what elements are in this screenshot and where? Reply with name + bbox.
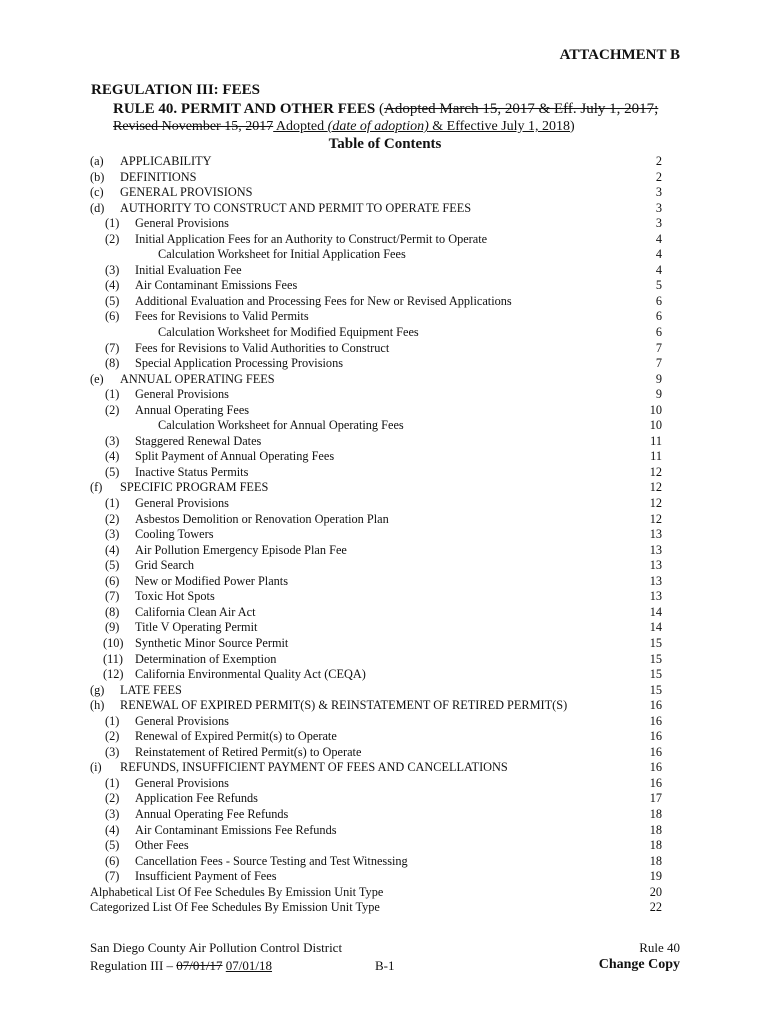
toc-entry-mark: (2) <box>105 791 120 806</box>
toc-entry-page: 7 <box>655 340 662 355</box>
toc-entry-page: 18 <box>649 853 662 868</box>
toc-entry-page: 18 <box>649 822 662 837</box>
toc-entry <box>90 341 662 357</box>
toc-entry-mark: (1) <box>105 496 120 511</box>
rule-close-paren: ) <box>570 119 575 134</box>
toc-entry <box>90 760 662 776</box>
toc-entry-mark: (i) <box>90 760 102 775</box>
toc-entry-page: 11 <box>650 449 662 464</box>
toc-entry <box>90 574 662 590</box>
toc-entry-page: 9 <box>655 387 662 402</box>
toc-entry-mark: (c) <box>90 185 104 200</box>
toc-entry-title: Determination of Exemption <box>135 651 277 666</box>
toc-entry-title: Cooling Towers <box>135 527 214 542</box>
rule-heading-line2 <box>113 119 575 135</box>
toc-entry-mark: (3) <box>105 806 120 821</box>
footer-change-copy: Change Copy <box>598 957 680 972</box>
toc-entry-page: 13 <box>649 542 662 557</box>
toc-entry-mark: (3) <box>105 433 120 448</box>
toc-entry-mark: (11) <box>103 651 124 666</box>
toc-entry-title: Initial Evaluation Fee <box>135 262 242 277</box>
toc-entry-mark: (1) <box>105 713 120 728</box>
toc-entry-mark: (h) <box>90 698 105 713</box>
toc-entry-page: 22 <box>649 900 662 915</box>
toc-title: Table of Contents <box>328 136 442 152</box>
toc-entry-mark: (1) <box>105 775 120 790</box>
toc-entry-title: Reinstatement of Retired Permit(s) to Operate <box>135 744 362 759</box>
toc-entry <box>90 480 662 496</box>
toc-entry-page: 15 <box>649 635 662 650</box>
toc-entry-mark: (5) <box>105 838 120 853</box>
toc-entry <box>90 698 662 714</box>
toc-entry-page: 16 <box>649 744 662 759</box>
toc-entry-title: Cancellation Fees - Source Testing and Test Witnessing <box>135 853 408 868</box>
toc-entry-mark: (4) <box>105 449 120 464</box>
toc-entry-page: 12 <box>649 496 662 511</box>
toc-entry-page: 7 <box>655 356 662 371</box>
toc-entry-mark: (2) <box>105 729 120 744</box>
toc-entry-page: 9 <box>655 371 662 386</box>
toc-entry <box>90 325 662 341</box>
toc-entry-page: 16 <box>649 729 662 744</box>
toc-entry-title: General Provisions <box>135 713 229 728</box>
toc-entry <box>90 807 662 823</box>
toc-entry <box>90 170 662 186</box>
table-of-contents <box>90 154 662 916</box>
rule-heading <box>113 101 658 118</box>
toc-entry-page: 19 <box>649 869 662 884</box>
toc-entry-page: 15 <box>649 651 662 666</box>
toc-entry-mark: (6) <box>105 573 120 588</box>
toc-entry-title: Annual Operating Fees <box>135 402 250 417</box>
toc-entry <box>90 185 662 201</box>
toc-entry-title: Application Fee Refunds <box>135 791 258 806</box>
toc-entry-title: REFUNDS, INSUFFICIENT PAYMENT OF FEES AND CANCELLATIONS <box>120 760 508 775</box>
toc-entry-page: 16 <box>649 698 662 713</box>
regulation-heading: REGULATION III: FEES <box>91 82 260 98</box>
toc-entry-page: 4 <box>655 231 662 246</box>
toc-entry <box>90 823 662 839</box>
toc-entry-mark: (4) <box>105 822 120 837</box>
toc-entry <box>90 869 662 885</box>
toc-entry <box>90 309 662 325</box>
toc-entry-mark: (3) <box>105 527 120 542</box>
toc-entry-title: Fees for Revisions to Valid Authorities to Construct <box>135 340 390 355</box>
toc-entry <box>90 232 662 248</box>
toc-entry-mark: (7) <box>105 589 120 604</box>
toc-entry-title: New or Modified Power Plants <box>135 573 289 588</box>
toc-entry-mark: (7) <box>105 869 120 884</box>
toc-entry-title: General Provisions <box>135 775 229 790</box>
toc-entry <box>90 791 662 807</box>
toc-entry <box>90 776 662 792</box>
toc-entry-mark: (8) <box>105 356 120 371</box>
toc-entry-page: 13 <box>649 558 662 573</box>
toc-entry-title: General Provisions <box>135 496 229 511</box>
toc-entry-mark: (12) <box>103 667 124 682</box>
toc-entry-title: Additional Evaluation and Processing Fees for New or Revised Applications <box>135 293 512 308</box>
toc-entry-page: 6 <box>655 325 662 340</box>
footer-reg-old-date: 07/01/17 <box>176 958 223 973</box>
toc-entry-title: Split Payment of Annual Operating Fees <box>135 449 335 464</box>
toc-entry <box>90 636 662 652</box>
toc-entry <box>90 885 662 901</box>
toc-entry-mark: (5) <box>105 558 120 573</box>
toc-entry-mark: (5) <box>105 464 120 479</box>
toc-entry-page: 16 <box>649 760 662 775</box>
attachment-label: ATTACHMENT B <box>559 47 680 63</box>
toc-entry <box>90 854 662 870</box>
toc-entry-title: Categorized List Of Fee Schedules By Emission Unit Type <box>90 900 380 915</box>
footer-page-number: B-1 <box>375 958 395 973</box>
footer-district: San Diego County Air Pollution Control District <box>90 940 343 955</box>
toc-entry-title: APPLICABILITY <box>120 154 212 168</box>
toc-entry-title: Grid Search <box>135 558 195 573</box>
toc-entry-page: 2 <box>655 154 662 168</box>
toc-entry <box>90 356 662 372</box>
rule-open-paren: ( <box>375 101 385 117</box>
footer-reg-prefix: Regulation III – <box>90 958 177 973</box>
toc-entry <box>90 496 662 512</box>
toc-entry-title: Initial Application Fees for an Authority to Construct/Permit to Operate <box>135 231 488 246</box>
toc-entry-mark: (2) <box>105 231 120 246</box>
toc-entry <box>90 620 662 636</box>
toc-entry <box>90 387 662 403</box>
toc-entry <box>90 838 662 854</box>
toc-entry-mark: (9) <box>105 620 120 635</box>
toc-entry-title: Air Contaminant Emissions Fees <box>135 278 298 293</box>
toc-entry-page: 18 <box>649 838 662 853</box>
toc-entry-mark: (6) <box>105 853 120 868</box>
toc-entry-title: Fees for Revisions to Valid Permits <box>135 309 309 324</box>
toc-entry <box>90 729 662 745</box>
toc-entry-title: RENEWAL OF EXPIRED PERMIT(S) & REINSTATEMENT OF RETIRED PERMIT(S) <box>120 698 568 713</box>
toc-entry-mark: (b) <box>90 169 105 184</box>
toc-entry-title: Calculation Worksheet for Annual Operating Fees <box>158 418 404 433</box>
toc-entry-page: 2 <box>655 169 662 184</box>
toc-entry-page: 15 <box>649 667 662 682</box>
toc-entry-mark: (g) <box>90 682 105 697</box>
toc-entry-title: Air Pollution Emergency Episode Plan Fee <box>135 542 347 557</box>
toc-entry-page: 3 <box>655 216 662 231</box>
toc-entry <box>90 745 662 761</box>
toc-entry <box>90 527 662 543</box>
toc-entry-mark: (5) <box>105 293 120 308</box>
toc-entry <box>90 216 662 232</box>
toc-entry-page: 15 <box>649 682 662 697</box>
toc-entry <box>90 543 662 559</box>
toc-entry-mark: (e) <box>90 371 104 386</box>
toc-entry-title: Inactive Status Permits <box>135 464 249 479</box>
toc-entry-page: 4 <box>655 262 662 277</box>
toc-entry-title: Air Contaminant Emissions Fee Refunds <box>135 822 337 837</box>
toc-entry-page: 10 <box>649 418 662 433</box>
rule-inserted-effective: & Effective July 1, 2018 <box>428 119 571 134</box>
toc-entry-page: 12 <box>649 480 662 495</box>
toc-entry-title: Asbestos Demolition or Renovation Operation Plan <box>135 511 389 526</box>
toc-entry-page: 3 <box>655 200 662 215</box>
toc-entry <box>90 683 662 699</box>
toc-entry <box>90 652 662 668</box>
toc-entry-mark: (7) <box>105 340 120 355</box>
toc-entry-mark: (8) <box>105 604 120 619</box>
rule-deleted-text: Adopted March 15, 2017 & Eff. July 1, 2017; <box>384 101 659 117</box>
toc-entry-page: 14 <box>649 620 662 635</box>
toc-entry-page: 12 <box>649 464 662 479</box>
toc-entry-page: 14 <box>649 604 662 619</box>
toc-entry-page: 3 <box>655 185 662 200</box>
footer-rule: Rule 40 <box>639 940 680 955</box>
toc-entry-page: 10 <box>649 402 662 417</box>
toc-entry-title: SPECIFIC PROGRAM FEES <box>120 480 269 495</box>
toc-entry-mark: (6) <box>105 309 120 324</box>
toc-entry-page: 11 <box>650 433 662 448</box>
toc-entry-page: 20 <box>649 884 662 899</box>
toc-entry-mark: (d) <box>90 200 105 215</box>
toc-entry <box>90 434 662 450</box>
toc-entry-title: DEFINITIONS <box>120 169 197 184</box>
toc-entry <box>90 465 662 481</box>
toc-entry-title: Toxic Hot Spots <box>135 589 215 604</box>
toc-entry-mark: (10) <box>103 635 124 650</box>
toc-entry <box>90 403 662 419</box>
toc-entry-title: GENERAL PROVISIONS <box>120 185 253 200</box>
toc-entry-title: Renewal of Expired Permit(s) to Operate <box>135 729 337 744</box>
toc-entry-mark: (3) <box>105 262 120 277</box>
toc-entry <box>90 154 662 170</box>
toc-entry-page: 4 <box>655 247 662 262</box>
toc-entry <box>90 558 662 574</box>
toc-entry-mark: (3) <box>105 744 120 759</box>
toc-entry-mark: (1) <box>105 216 120 231</box>
toc-entry-mark: (1) <box>105 387 120 402</box>
toc-entry <box>90 667 662 683</box>
toc-entry-mark: (2) <box>105 511 120 526</box>
toc-entry <box>90 263 662 279</box>
rule-deleted-revision: Revised November 15, 2017 <box>113 119 274 134</box>
toc-entry-page: 17 <box>649 791 662 806</box>
toc-entry-title: Special Application Processing Provisions <box>135 356 344 371</box>
toc-entry <box>90 278 662 294</box>
toc-entry <box>90 247 662 263</box>
toc-entry-title: Annual Operating Fee Refunds <box>135 806 289 821</box>
toc-entry <box>90 449 662 465</box>
toc-entry-mark: (f) <box>90 480 103 495</box>
rule-title: RULE 40. PERMIT AND OTHER FEES <box>113 101 376 117</box>
toc-entry-title: Synthetic Minor Source Permit <box>135 635 289 650</box>
toc-entry-mark: (4) <box>105 542 120 557</box>
rule-inserted-date: (date of adoption) <box>327 119 429 134</box>
toc-entry <box>90 605 662 621</box>
toc-entry <box>90 418 662 434</box>
toc-entry-title: Calculation Worksheet for Modified Equipment Fees <box>158 325 419 340</box>
toc-entry-page: 18 <box>649 806 662 821</box>
toc-entry-page: 13 <box>649 589 662 604</box>
toc-entry-mark: (4) <box>105 278 120 293</box>
toc-entry-title: AUTHORITY TO CONSTRUCT AND PERMIT TO OPERATE FEES <box>120 200 472 215</box>
toc-entry <box>90 512 662 528</box>
toc-entry <box>90 714 662 730</box>
toc-entry-page: 5 <box>655 278 662 293</box>
toc-entry-page: 6 <box>655 293 662 308</box>
toc-entry-mark: (a) <box>90 154 104 168</box>
toc-entry-title: LATE FEES <box>120 682 182 697</box>
toc-entry <box>90 372 662 388</box>
toc-entry-title: Staggered Renewal Dates <box>135 433 262 448</box>
toc-entry-title: ANNUAL OPERATING FEES <box>120 371 275 386</box>
toc-entry-title: Insufficient Payment of Fees <box>135 869 277 884</box>
toc-entry-title: Title V Operating Permit <box>135 620 258 635</box>
toc-entry <box>90 294 662 310</box>
toc-entry-page: 12 <box>649 511 662 526</box>
toc-entry-title: Other Fees <box>135 838 189 853</box>
toc-entry-title: General Provisions <box>135 387 229 402</box>
toc-entry-page: 13 <box>649 573 662 588</box>
footer-regulation <box>90 958 272 974</box>
toc-entry <box>90 201 662 217</box>
toc-entry-page: 6 <box>655 309 662 324</box>
toc-entry-title: California Clean Air Act <box>135 604 256 619</box>
toc-entry-title: General Provisions <box>135 216 229 231</box>
toc-entry-title: Alphabetical List Of Fee Schedules By Emission Unit Type <box>90 884 384 899</box>
footer-reg-new-date: 07/01/18 <box>225 958 273 973</box>
toc-entry-page: 16 <box>649 775 662 790</box>
rule-inserted-adopted: Adopted <box>273 119 328 134</box>
toc-entry-title: California Environmental Quality Act (CEQA) <box>135 667 366 682</box>
toc-entry-page: 16 <box>649 713 662 728</box>
toc-entry <box>90 900 662 916</box>
toc-entry-mark: (2) <box>105 402 120 417</box>
toc-entry-title: Calculation Worksheet for Initial Application Fees <box>158 247 406 262</box>
toc-entry-page: 13 <box>649 527 662 542</box>
toc-entry <box>90 589 662 605</box>
